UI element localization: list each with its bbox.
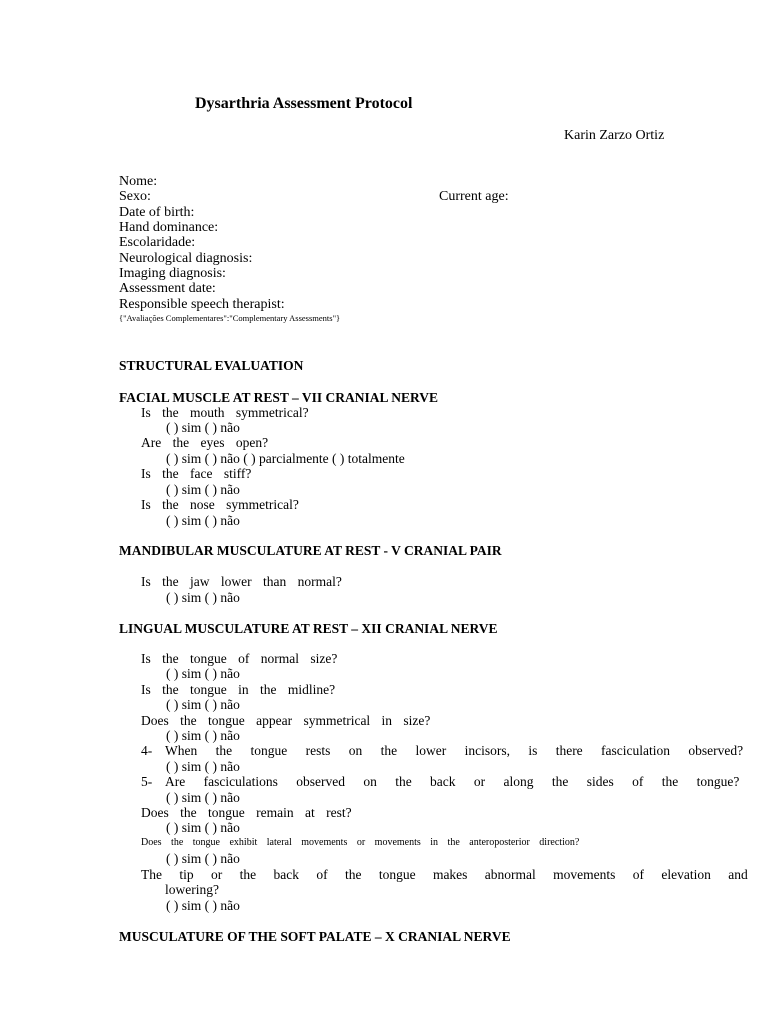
author-name: Karin Zarzo Ortiz [564,128,665,143]
question-jaw-lower: Is the jaw lower than normal? [141,574,342,589]
question-tongue-abnormal-movements-cont: lowering? [165,882,219,897]
field-neurological-diagnosis: Neurological diagnosis: [119,251,253,266]
question-number: 4- [141,743,153,758]
field-assessment-date: Assessment date: [119,281,216,296]
question-fasciculation-incisors: When the tongue rests on the lower incisors, is there fasciculation observed? [165,743,744,758]
answer-options: ( ) sim ( ) não ( ) parcialmente ( ) totalmente [166,451,405,466]
field-hand-dominance: Hand dominance: [119,220,219,235]
answer-options: ( ) sim ( ) não [166,898,240,913]
lingual-heading: LINGUAL MUSCULATURE AT REST – XII CRANIAL NERVE [119,621,498,636]
question-tongue-midline: Is the tongue in the midline? [141,682,336,697]
soft-palate-heading: MUSCULATURE OF THE SOFT PALATE – X CRANIAL NERVE [119,929,511,944]
question-eyes-open: Are the eyes open? [141,435,269,450]
question-mouth-symmetrical: Is the mouth symmetrical? [141,405,309,420]
answer-options: ( ) sim ( ) não [166,728,240,743]
answer-options: ( ) sim ( ) não [166,820,240,835]
question-tongue-normal-size: Is the tongue of normal size? [141,651,338,666]
field-date-of-birth: Date of birth: [119,205,195,220]
answer-options: ( ) sim ( ) não [166,482,240,497]
answer-options: ( ) sim ( ) não [166,790,240,805]
mandibular-heading: MANDIBULAR MUSCULATURE AT REST - V CRANIAL PAIR [119,543,502,558]
answer-options: ( ) sim ( ) não [166,513,240,528]
question-nose-symmetrical: Is the nose symmetrical? [141,497,299,512]
question-tongue-at-rest: Does the tongue remain at rest? [141,805,352,820]
field-speech-therapist: Responsible speech therapist: [119,297,285,312]
answer-options: ( ) sim ( ) não [166,759,240,774]
field-nome: Nome: [119,174,158,189]
question-tongue-abnormal-movements: The tip or the back of the tongue makes abnormal movements of elevation and [141,867,748,882]
question-fasciculation-sides: Are fasciculations observed on the back or along the sides of the tongue? [165,774,740,789]
answer-options: ( ) sim ( ) não [166,666,240,681]
answer-options: ( ) sim ( ) não [166,697,240,712]
structural-evaluation-heading: STRUCTURAL EVALUATION [119,358,304,373]
field-sexo: Sexo: [119,189,151,204]
field-current-age: Current age: [439,189,509,204]
answer-options: ( ) sim ( ) não [166,851,240,866]
answer-options: ( ) sim ( ) não [166,420,240,435]
question-tongue-symmetrical: Does the tongue appear symmetrical in size? [141,713,431,728]
facial-muscle-heading: FACIAL MUSCLE AT REST – VII CRANIAL NERVE [119,390,438,405]
field-escolaridade: Escolaridade: [119,235,196,250]
answer-options: ( ) sim ( ) não [166,590,240,605]
complementary-assessments-note: {"Avaliações Complementares":"Complementary Assessments"} [119,313,341,323]
question-face-stiff: Is the face stiff? [141,466,252,481]
document-title: Dysarthria Assessment Protocol [195,95,413,112]
question-tongue-lateral-movements: Does the tongue exhibit lateral movements or movements in the anteroposterior direction? [141,837,580,848]
question-number: 5- [141,774,153,789]
field-imaging-diagnosis: Imaging diagnosis: [119,266,226,281]
